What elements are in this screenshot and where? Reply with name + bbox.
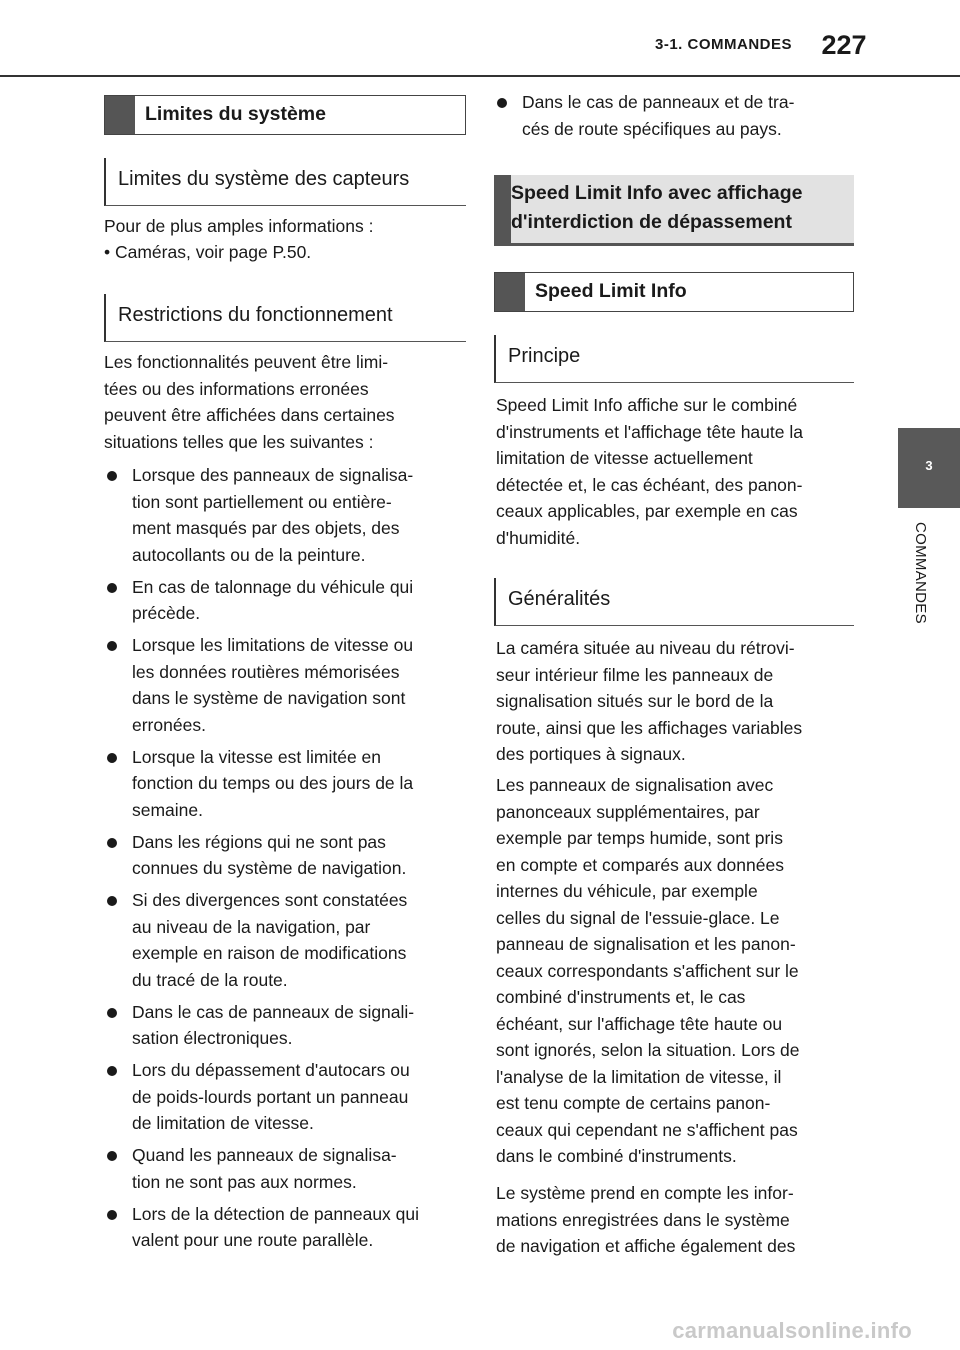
- text-line: erronées.: [132, 714, 206, 735]
- subheading-restrictions: [104, 294, 466, 342]
- text-line: ment masqués par des objets, des: [132, 518, 400, 538]
- paragraph: [496, 772, 856, 1170]
- text-line: échéant, sur l'affichage tête haute ou: [496, 1013, 783, 1034]
- header-rule: [0, 75, 960, 77]
- bullet-dot-icon: [497, 98, 507, 108]
- text-line: situations telles que les suivantes :: [104, 431, 374, 452]
- text-line: seur intérieur filme les panneaux de: [496, 664, 774, 685]
- bullet-dot-icon: [107, 583, 117, 593]
- text-line: sation électroniques.: [132, 1028, 293, 1048]
- text-line: limitation de vitesse actuellement: [496, 448, 753, 468]
- bullet-dot-icon: [107, 838, 117, 848]
- text-line: valent pour une route parallèle.: [132, 1230, 374, 1250]
- list-item: [104, 1057, 466, 1137]
- section-heading: [511, 179, 851, 237]
- text-line: d'humidité.: [496, 527, 581, 548]
- paragraph: [104, 349, 466, 455]
- text-line: dans le combiné d'instruments.: [496, 1146, 737, 1166]
- bullet-dot-icon: [107, 896, 117, 906]
- text-line: Speed Limit Info affiche sur le combiné: [496, 395, 798, 415]
- section-title: 3-1. COMMANDES: [654, 36, 792, 53]
- text-line: semaine.: [132, 799, 204, 820]
- list-item: [104, 999, 466, 1052]
- text-line: des portiques à signaux.: [496, 744, 686, 764]
- text-line: Lorsque la vitesse est limitée en: [132, 746, 382, 767]
- bullet-dot-icon: [107, 1210, 117, 1220]
- text-line: En cas de talonnage du véhicule qui: [132, 576, 414, 597]
- list-item: [494, 89, 854, 142]
- bullet-dot-icon: [107, 1066, 117, 1076]
- box-accent-bar: [494, 175, 511, 243]
- text-line: Speed Limit Info avec affichage: [511, 182, 803, 204]
- section-box-speed-limit-overtaking: [494, 175, 854, 246]
- watermark: carmanualsonline.info: [672, 1318, 912, 1343]
- list-item: [104, 1201, 466, 1254]
- text-line: autocollants ou de la peinture.: [132, 544, 366, 565]
- text-line: dans le système de navigation sont: [132, 688, 406, 708]
- text-line: tion sont partiellement ou entière-: [132, 491, 392, 512]
- text-line: les données routières mémorisées: [132, 661, 400, 682]
- text-line: peuvent être affichées dans certaines: [104, 405, 395, 425]
- paragraph: [496, 635, 856, 768]
- text-line: exemple par temps humide, sont pris: [496, 828, 783, 848]
- text-line: exemple en raison de modifications: [132, 943, 407, 963]
- text-line: de limitation de vitesse.: [132, 1113, 314, 1133]
- section-box-limits: [104, 95, 466, 135]
- text-line: Lors de la détection de panneaux qui: [132, 1203, 420, 1224]
- text-line: d'interdiction de dépassement: [511, 211, 792, 233]
- list-item: [104, 462, 466, 568]
- paragraph: Pour de plus amples informations :: [104, 216, 374, 236]
- text-line: ceaux correspondants s'affichent sur le: [496, 960, 799, 981]
- subheading-text: Généralités: [508, 588, 611, 610]
- text-line: de navigation et affiche également des: [496, 1236, 796, 1256]
- text-line: mations enregistrées dans le système: [496, 1209, 790, 1230]
- chapter-label: COMMANDES: [912, 522, 929, 624]
- text-line: au niveau de la navigation, par: [132, 916, 371, 937]
- text-line: Quand les panneaux de signalisa-: [132, 1145, 397, 1165]
- bullet-dot-icon: [107, 1008, 117, 1018]
- text-line: l'analyse de la limitation de vitesse, il: [496, 1066, 782, 1087]
- chapter-number: 3: [925, 458, 933, 473]
- text-line: cés de route spécifiques au pays.: [522, 118, 782, 139]
- text-line: Lorsque des panneaux de signalisa-: [132, 465, 414, 485]
- list-item: [104, 829, 466, 882]
- text-line: signalisation situés sur le bord de la: [496, 691, 774, 711]
- text-line: route, ainsi que les affichages variables: [496, 717, 803, 738]
- text-line: celles du signal de l'essuie-glace. Le: [496, 907, 780, 928]
- text-line: connues du système de navigation.: [132, 858, 407, 878]
- text-line: fonction du temps ou des jours de la: [132, 773, 414, 793]
- text-line: tion ne sont pas aux normes.: [132, 1171, 357, 1192]
- text-line: ceaux qui cependant ne s'affichent pas: [496, 1119, 798, 1140]
- list-item: [104, 887, 466, 993]
- bullet-dot-icon: [107, 753, 117, 763]
- text-line: Le système prend en compte les infor-: [496, 1183, 794, 1203]
- text-line: Lorsque les limitations de vitesse ou: [132, 635, 414, 655]
- paragraph: [496, 1180, 856, 1260]
- text-line: Dans le cas de panneaux et de tra-: [522, 92, 795, 112]
- section-heading: Speed Limit Info: [535, 280, 687, 302]
- subheading-principle: [494, 335, 854, 383]
- list-item: [104, 1142, 466, 1195]
- text-line: panonceaux supplémentaires, par: [496, 801, 760, 822]
- subheading-text: Limites du système des capteurs: [118, 168, 410, 190]
- bullet-dot-icon: [107, 641, 117, 651]
- list-item: [104, 744, 466, 824]
- text-line: Dans le cas de panneaux de signali-: [132, 1001, 415, 1022]
- list-item: [104, 574, 466, 627]
- section-box-speed-limit-info: [494, 272, 854, 312]
- paragraph: [496, 392, 856, 551]
- bullet-dot-icon: [107, 1151, 117, 1161]
- subheading-text: Principe: [508, 345, 581, 367]
- page-number: 227: [821, 30, 867, 60]
- text-line: d'instruments et l'affichage tête haute la: [496, 421, 803, 442]
- subheading-sensor-limits: [104, 158, 466, 206]
- box-accent-bar: [105, 96, 135, 134]
- text-line: ceaux applicables, par exemple en cas: [496, 501, 798, 521]
- text-line: détectée et, le cas échéant, des panon-: [496, 474, 803, 495]
- text-line: Dans les régions qui ne sont pas: [132, 831, 386, 852]
- text-line: Les panneaux de signalisation avec: [496, 775, 774, 795]
- box-accent-bar: [495, 273, 525, 311]
- text-line: internes du véhicule, par exemple: [496, 881, 758, 901]
- text-line: panneau de signalisation et les panon-: [496, 934, 796, 954]
- text-line: combiné d'instruments et, le cas: [496, 987, 746, 1007]
- reference-bullet: • Caméras, voir page P.50.: [104, 242, 312, 262]
- subheading-text: Restrictions du fonctionnement: [118, 304, 393, 326]
- text-line: Lors du dépassement d'autocars ou: [132, 1060, 410, 1080]
- text-line: La caméra située au niveau du rétrovi-: [496, 638, 795, 658]
- text-line: en compte et comparés aux données: [496, 854, 784, 875]
- text-line: Les fonctionnalités peuvent être limi-: [104, 352, 389, 372]
- text-line: est tenu compte de certains panon-: [496, 1093, 771, 1113]
- text-line: tées ou des informations erronées: [104, 378, 369, 399]
- section-heading: Limites du système: [145, 103, 326, 125]
- bullet-dot-icon: [107, 471, 117, 481]
- text-line: de poids-lourds portant un panneau: [132, 1086, 409, 1107]
- text-line: sont ignorés, selon la situation. Lors de: [496, 1040, 800, 1060]
- list-item: [104, 632, 466, 738]
- text-line: du tracé de la route.: [132, 969, 288, 990]
- text-line: précède.: [132, 603, 201, 623]
- text-line: Si des divergences sont constatées: [132, 890, 408, 910]
- subheading-general: [494, 578, 854, 626]
